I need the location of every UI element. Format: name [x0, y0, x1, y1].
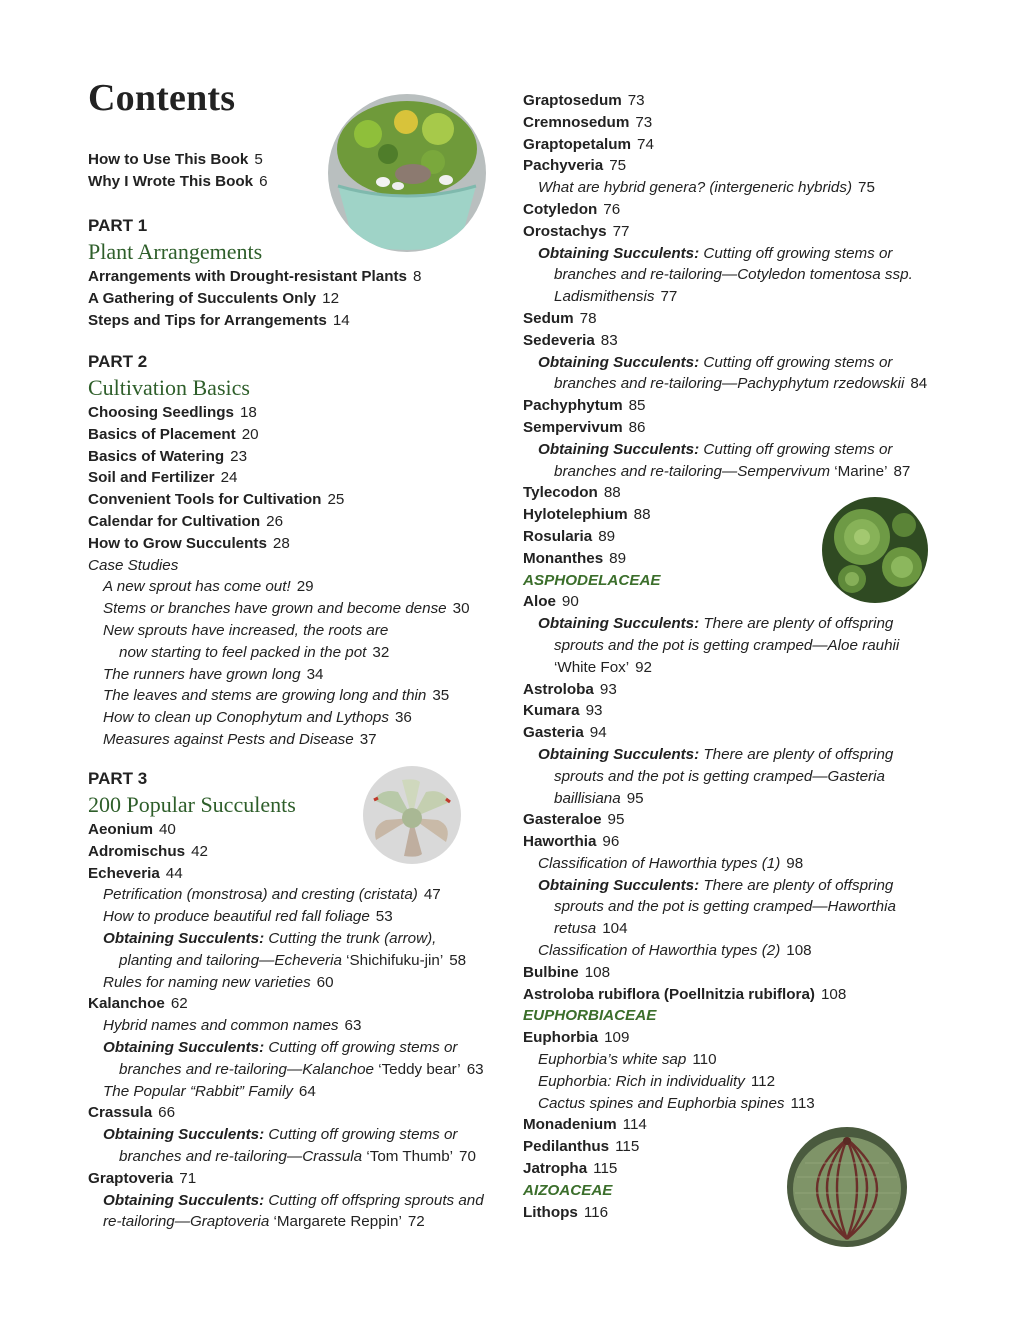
toc-entry[interactable]: Convenient Tools for Cultivation 25 [88, 491, 345, 509]
toc-subentry-cont[interactable]: retusa 104 [554, 920, 628, 938]
toc-subentry[interactable]: Cactus spines and Euphorbia spines 113 [538, 1094, 815, 1112]
toc-entry[interactable]: Jatropha 115 [523, 1160, 618, 1178]
toc-entry[interactable]: A Gathering of Succulents Only 12 [88, 289, 340, 307]
toc-entry[interactable]: Aloe 90 [523, 593, 579, 611]
toc-subentry[interactable]: Obtaining Succulents: Cutting off growing stems or [103, 1126, 458, 1144]
euphorbia-obesa-photo [787, 1127, 907, 1247]
toc-entry[interactable]: Basics of Watering 23 [88, 447, 248, 465]
toc-subentry[interactable]: Rules for naming new varieties 60 [103, 973, 334, 991]
toc-entry[interactable]: Pachyveria 75 [523, 157, 627, 175]
toc-entry[interactable]: Cotyledon 76 [523, 200, 621, 218]
toc-entry[interactable]: Monadenium 114 [523, 1116, 647, 1134]
toc-entry[interactable]: Arrangements with Drought-resistant Plants 8 [88, 268, 422, 285]
toc-entry[interactable]: Graptosedum 73 [523, 92, 645, 109]
potted-arrangement-photo [328, 94, 486, 252]
toc-entry[interactable]: Haworthia 96 [523, 833, 620, 851]
toc-subentry[interactable]: The leaves and stems are growing long and thin 35 [103, 687, 450, 705]
toc-subentry[interactable]: The Popular “Rabbit” Family 64 [103, 1082, 316, 1100]
toc-subentry[interactable]: How to clean up Conophytum and Lythops 36 [103, 709, 412, 727]
family-heading: AIZOACEAE [523, 1181, 613, 1199]
toc-entry[interactable]: Why I Wrote This Book 6 [88, 172, 268, 190]
toc-subentry[interactable]: Obtaining Succulents: There are plenty of offspring [538, 745, 894, 763]
toc-entry[interactable]: Soil and Fertilizer 24 [88, 469, 238, 487]
echeveria-rosette-photo [363, 766, 461, 864]
toc-subentry[interactable]: Classification of Haworthia types (1) 98 [538, 854, 804, 872]
part2-section [88, 336, 508, 751]
toc-entry[interactable]: Steps and Tips for Arrangements 14 [88, 311, 350, 329]
toc-subentry[interactable]: Obtaining Succulents: There are plenty of offspring [538, 615, 894, 633]
toc-subentry[interactable]: Obtaining Succulents: Cutting off growing stems or [538, 440, 893, 458]
toc-subentry[interactable]: Obtaining Succulents: There are plenty of offspring [538, 876, 894, 894]
toc-entry[interactable]: Graptopetalum 74 [523, 135, 654, 153]
toc-entry[interactable]: Calendar for Cultivation 26 [88, 512, 284, 530]
part-title: 200 Popular Succulents [88, 792, 296, 817]
part-title: Plant Arrangements [88, 239, 263, 264]
toc-subentry-cont[interactable]: re-tailoring—Graptoveria ‘Margarete Reppin’ 72 [103, 1213, 425, 1231]
family-heading: ASPHODELACEAE [523, 571, 661, 589]
toc-subentry[interactable]: Obtaining Succulents: Cutting off growing stems or [538, 353, 893, 371]
toc-entry[interactable]: Hylotelephium 88 [523, 506, 651, 524]
toc-subentry-cont[interactable]: branches and re-tailoring—Pachyphytum rzedowskii 84 [554, 375, 928, 393]
toc-subentry[interactable]: Obtaining Succulents: Cutting off growing stems or [538, 244, 893, 262]
toc-subentry-cont[interactable]: sprouts and the pot is getting cramped—Haworthia [554, 898, 896, 916]
case-studies-label: Case Studies [88, 556, 179, 574]
toc-entry[interactable]: Orostachys 77 [523, 222, 630, 240]
toc-subentry[interactable]: The runners have grown long 34 [103, 665, 324, 683]
toc-entry[interactable]: Choosing Seedlings 18 [88, 404, 257, 421]
toc-entry[interactable]: Gasteraloe 95 [523, 811, 625, 829]
toc-subentry-cont[interactable]: sprouts and the pot is getting cramped—Aloe rauhii [554, 636, 900, 654]
page-title: Contents [88, 77, 236, 119]
part-label: PART 1 [88, 216, 148, 235]
toc-entry[interactable]: Echeveria 44 [88, 864, 183, 882]
toc-entry[interactable]: Astroloba rubiflora (Poellnitzia rubiflora) 108 [523, 985, 847, 1003]
toc-entry[interactable]: Rosularia 89 [523, 527, 616, 545]
toc-subentry[interactable]: A new sprout has come out! 29 [103, 578, 314, 596]
part-title: Cultivation Basics [88, 375, 250, 400]
toc-entry[interactable]: Monanthes 89 [523, 549, 627, 567]
toc-entry[interactable]: How to Use This Book 5 [88, 151, 263, 168]
right-entries [523, 90, 993, 1223]
toc-subentry-cont[interactable]: now starting to feel packed in the pot 32 [119, 643, 390, 661]
toc-subentry[interactable]: Obtaining Succulents: Cutting off offspring sprouts and [103, 1191, 484, 1209]
part-label: PART 2 [88, 352, 148, 371]
toc-subentry[interactable]: Euphorbia’s white sap 110 [538, 1051, 717, 1069]
toc-subentry-cont[interactable]: baillisiana 95 [554, 789, 644, 807]
toc-entry[interactable]: Crassula 66 [88, 1104, 176, 1122]
sempervivum-rosette-photo [822, 497, 928, 603]
toc-subentry-cont[interactable]: branches and re-tailoring—Crassula ‘Tom Thumb’ 70 [119, 1147, 476, 1165]
toc-subentry-cont[interactable]: branches and re-tailoring—Cotyledon tomentosa ssp. [554, 266, 913, 284]
toc-entry[interactable]: Basics of Placement 20 [88, 425, 259, 443]
toc-subentry[interactable]: What are hybrid genera? (intergeneric hybrids) 75 [538, 179, 875, 197]
toc-subentry-cont[interactable]: branches and re-tailoring—Kalanchoe ‘Teddy bear’ 63 [119, 1060, 484, 1078]
toc-subentry[interactable]: New sprouts have increased, the roots are [103, 621, 389, 639]
toc-entry[interactable]: Sedeveria 83 [523, 331, 618, 349]
toc-entry[interactable]: Pachyphytum 85 [523, 397, 646, 415]
toc-subentry-cont[interactable]: ‘White Fox’ 92 [554, 658, 653, 676]
toc-subentry-cont[interactable]: branches and re-tailoring—Sempervivum ‘Marine’ 87 [554, 462, 911, 480]
part-label: PART 3 [88, 769, 148, 788]
toc-entry[interactable]: Euphorbia 109 [523, 1029, 630, 1047]
toc-subentry[interactable]: Obtaining Succulents: Cutting the trunk (arrow), [103, 929, 437, 947]
toc-entry[interactable]: Pedilanthus 115 [523, 1138, 640, 1156]
toc-subentry-cont[interactable]: Ladismithensis 77 [554, 288, 678, 306]
toc-entry[interactable]: Kumara 93 [523, 702, 603, 720]
toc-subentry[interactable]: Petrification (monstrosa) and cresting (cristata) 47 [103, 886, 441, 904]
toc-entry[interactable]: Astroloba 93 [523, 680, 617, 698]
toc-entry[interactable]: Bulbine 108 [523, 963, 611, 981]
toc-subentry[interactable]: Stems or branches have grown and become dense 30 [103, 600, 470, 618]
toc-subentry[interactable]: Obtaining Succulents: Cutting off growing stems or [103, 1038, 458, 1056]
toc-entry[interactable]: Lithops 116 [523, 1203, 609, 1221]
family-heading: EUPHORBIACEAE [523, 1007, 657, 1025]
toc-subentry-cont[interactable]: sprouts and the pot is getting cramped—Gasteria [554, 767, 885, 785]
toc-subentry-cont[interactable]: planting and tailoring—Echeveria ‘Shichifuku-jin’ 58 [119, 951, 467, 969]
toc-entry[interactable]: How to Grow Succulents 28 [88, 534, 290, 552]
toc-subentry[interactable]: Euphorbia: Rich in individuality 112 [538, 1072, 776, 1090]
toc-entry[interactable]: Adromischus 42 [88, 842, 208, 860]
toc-subentry[interactable]: Measures against Pests and Disease 37 [103, 730, 377, 748]
toc-subentry[interactable]: How to produce beautiful red fall foliage 53 [103, 908, 393, 926]
toc-entry[interactable]: Tylecodon 88 [523, 484, 621, 502]
toc-entry[interactable]: Sedum 78 [523, 309, 597, 327]
toc-entry[interactable]: Kalanchoe 62 [88, 995, 188, 1013]
toc-entry[interactable]: Cremnosedum 73 [523, 113, 653, 131]
toc-subentry[interactable]: Classification of Haworthia types (2) 108 [538, 942, 812, 960]
toc-entry[interactable]: Sempervivum 86 [523, 418, 646, 436]
toc-entry[interactable]: Gasteria 94 [523, 724, 607, 742]
toc-subentry[interactable]: Hybrid names and common names 63 [103, 1017, 362, 1035]
toc-entry[interactable]: Graptoveria 71 [88, 1169, 197, 1187]
toc-entry[interactable]: Aeonium 40 [88, 821, 176, 838]
